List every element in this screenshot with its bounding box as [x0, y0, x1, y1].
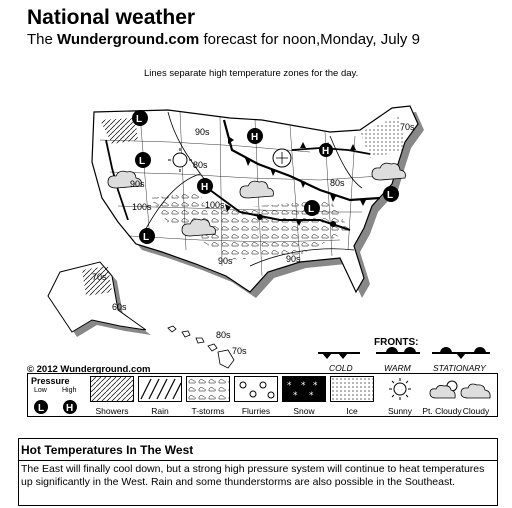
legend-label-tstorms: T-storms — [191, 406, 225, 416]
legend-tstorms-swatch — [186, 376, 230, 402]
legend-rain-swatch — [138, 376, 182, 402]
weather-legend — [27, 373, 498, 417]
low-pressure-center-midatlantic — [304, 200, 320, 216]
front-label-cold: COLD — [329, 363, 353, 373]
subtitle-brand: Wunderground — [57, 31, 165, 48]
temp-label-70s-hawaii: 70s — [232, 346, 247, 356]
legend-label-cloudy: Cloudy — [462, 406, 490, 416]
svg-text:H: H — [251, 132, 259, 143]
svg-text:L: L — [139, 156, 146, 167]
legend-label-sunny: Sunny — [387, 406, 413, 416]
temp-label-90s-texas: 90s — [218, 256, 233, 266]
legend-label-flurries: Flurries — [241, 406, 271, 416]
low-pressure-center-east — [383, 186, 399, 202]
temp-label-100s: 100s — [132, 202, 152, 212]
svg-text:H: H — [322, 146, 330, 157]
legend-flurries-swatch — [234, 376, 278, 402]
legend-pressure-symbols — [28, 374, 88, 418]
legend-label-showers: Showers — [95, 406, 129, 416]
svg-text:*: * — [293, 391, 298, 401]
legend-cloudy-icon — [456, 376, 500, 402]
headline-box — [18, 438, 498, 506]
low-pressure-center-southwest — [139, 228, 155, 244]
page-subtitle — [27, 31, 420, 48]
svg-text:L: L — [136, 114, 143, 125]
temp-label-100s-plains: 100s — [205, 200, 225, 210]
map-note: Lines separate high temperature zones for the day. — [144, 68, 359, 79]
temp-label-90s-north: 90s — [195, 127, 210, 137]
temp-label-90s-gulf: 90s — [286, 254, 301, 264]
legend-low-symbol: L — [38, 403, 45, 414]
fronts-title: FRONTS: — [374, 337, 419, 348]
front-legend-stationary — [432, 347, 490, 359]
legend-label-rain: Rain — [151, 406, 169, 416]
svg-text:L: L — [308, 204, 315, 215]
svg-text:*: * — [313, 381, 318, 391]
legend-high-symbol: H — [66, 403, 74, 414]
svg-text:H: H — [201, 182, 209, 193]
low-pressure-center-west — [135, 152, 151, 168]
headline-title: Hot Temperatures In The West — [21, 443, 194, 457]
svg-text:L: L — [143, 232, 150, 243]
copyright-credit: © 2012 Wunderground.com — [27, 364, 151, 375]
map-tstorm-icon-midwest — [273, 149, 291, 167]
subtitle-brand-suffix: .com — [164, 31, 200, 48]
svg-text:*: * — [287, 381, 292, 391]
front-label-warm: WARM — [384, 363, 411, 373]
legend-label-partly-cloudy: Pt. Cloudy — [422, 406, 462, 416]
legend-snow-swatch — [282, 376, 326, 402]
page-title: National weather — [27, 6, 196, 29]
legend-sunny-icon — [378, 376, 422, 402]
temp-label-60s-alaska: 60s — [112, 302, 127, 312]
high-pressure-center-rockies — [197, 178, 213, 194]
front-legend-cold — [318, 353, 360, 359]
legend-ice-swatch — [330, 376, 374, 402]
weather-map — [0, 80, 512, 370]
legend-high-label: High — [62, 387, 77, 394]
temp-label-70s-northeast: 70s — [400, 122, 415, 132]
headline-divider — [19, 460, 497, 461]
legend-pressure-title: Pressure — [31, 376, 70, 386]
legend-low-label: Low — [34, 387, 47, 394]
front-label-stationary: STATIONARY — [433, 363, 486, 373]
subtitle-prefix: The — [27, 31, 53, 48]
headline-body: The East will finally cool down, but a strong high pressure system will continue to heat temperatures up significantly in the West. Rain and some thunderstorms are also possible in the Southeast. — [21, 463, 485, 488]
temp-label-80s-hawaii: 80s — [216, 330, 231, 340]
legend-label-ice: Ice — [346, 406, 358, 416]
svg-text:L: L — [387, 190, 394, 201]
legend-label-snow: Snow — [293, 406, 315, 416]
legend-showers-swatch — [90, 376, 134, 402]
high-pressure-center-great-lakes — [319, 143, 333, 157]
svg-text:*: * — [309, 391, 314, 401]
subtitle-forecast: forecast for noon,Monday, July 9 — [203, 31, 420, 48]
svg-text:*: * — [301, 381, 306, 391]
temp-label-80s-rockies: 80s — [193, 160, 208, 170]
temp-label-70s-alaska: 70s — [92, 272, 107, 282]
low-pressure-center-northwest — [132, 110, 148, 126]
temp-label-90s-west: 90s — [130, 179, 145, 189]
temp-label-80s-northeast: 80s — [330, 178, 345, 188]
high-pressure-center-northern-plains — [247, 128, 263, 144]
